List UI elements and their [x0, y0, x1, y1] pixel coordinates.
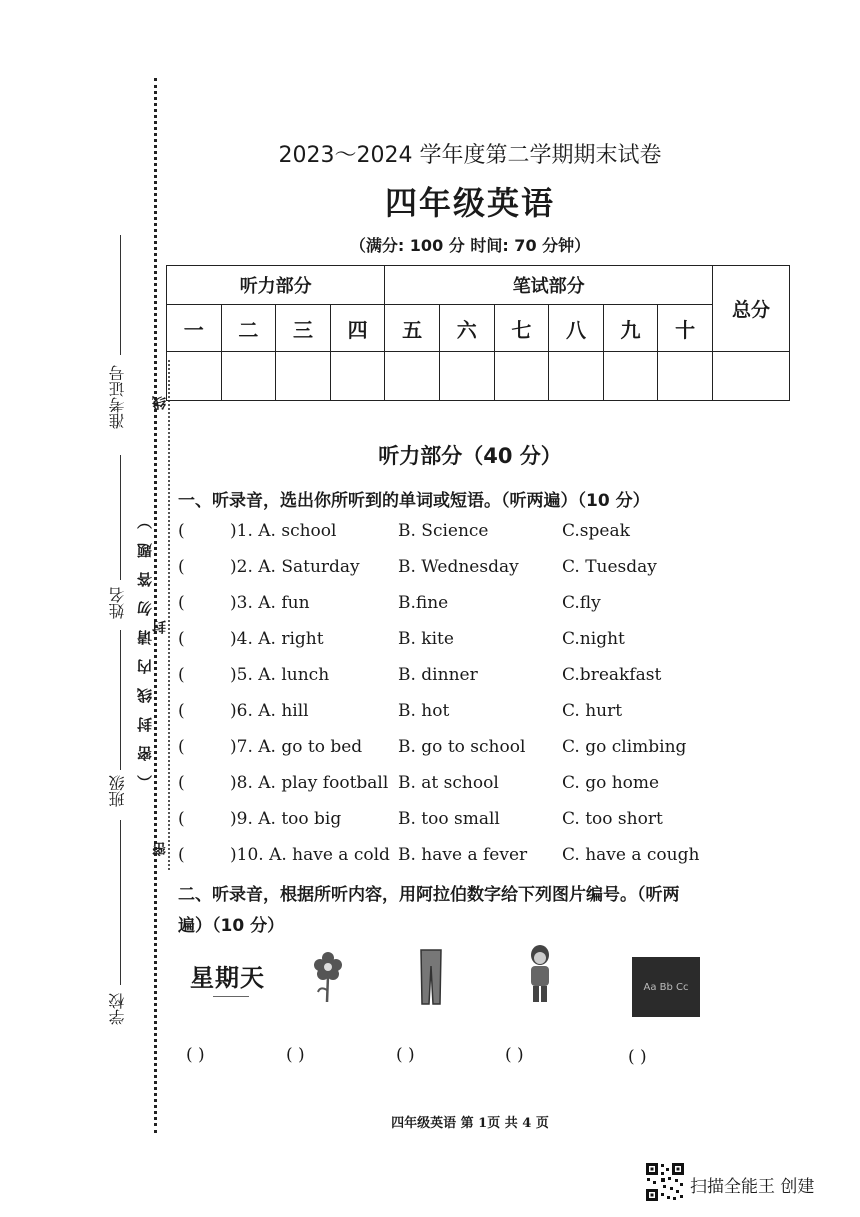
option-c: C. Tuesday [562, 557, 657, 577]
name-field-line [120, 630, 121, 770]
part1-instruction: 一、听录音，选出你所听到的单词或短语。（听两遍）（10 分） [178, 491, 650, 511]
option-c: C. hurt [562, 701, 623, 721]
seal-mark-secret: 密 [152, 842, 168, 856]
school-label: 学校 [108, 993, 127, 1025]
score-cell-2[interactable] [221, 352, 276, 401]
score-header-writing: 笔试部分 [385, 266, 713, 305]
picture-answer-4[interactable]: ( ) [505, 1045, 524, 1065]
question-row [178, 737, 798, 767]
picture-answer-3[interactable]: ( ) [396, 1045, 415, 1065]
option-c: C. too short [562, 809, 663, 829]
option-a: )10. A. have a cold [230, 845, 390, 865]
score-cell-9[interactable] [603, 352, 658, 401]
seal-mark-seal: 封 [152, 620, 168, 634]
option-b: B. too small [398, 809, 500, 829]
option-a: )1. A. school [230, 521, 337, 541]
trousers-icon [418, 948, 444, 1006]
score-col-3: 三 [276, 305, 331, 352]
score-col-10: 十 [658, 305, 713, 352]
option-a: )5. A. lunch [230, 665, 330, 685]
option-b: B. have a fever [398, 845, 528, 865]
score-cell-1[interactable] [167, 352, 222, 401]
score-cell-4[interactable] [330, 352, 385, 401]
score-cell-7[interactable] [494, 352, 549, 401]
score-col-4: 四 [330, 305, 385, 352]
option-a: )8. A. play football [230, 773, 389, 793]
exam-id-field-line [120, 455, 121, 580]
score-info: （满分: 100 分 时间: 70 分钟） [349, 236, 591, 255]
alphabet-board: Aa Bb Cc [632, 957, 700, 1017]
part2-instruction-line2: 遍）（10 分） [178, 916, 285, 936]
sick-boy-icon [527, 944, 553, 1006]
option-b: B. at school [398, 773, 499, 793]
picture-answer-5[interactable]: ( ) [628, 1047, 647, 1067]
option-c: C.speak [562, 521, 630, 541]
option-a: )6. A. hill [230, 701, 309, 721]
score-table [166, 265, 790, 401]
page-footer: 四年级英语 第 1页 共 4 页 [391, 1116, 549, 1131]
exam-title: 2023～2024 学年度第二学期期末试卷 [278, 143, 662, 168]
option-b: B. kite [398, 629, 454, 649]
question-row [178, 773, 798, 803]
score-cell-10[interactable] [658, 352, 713, 401]
option-b: B. Wednesday [398, 557, 519, 577]
score-cell-3[interactable] [276, 352, 331, 401]
qr-code-icon [645, 1162, 685, 1202]
score-col-7: 七 [494, 305, 549, 352]
question-row [178, 593, 798, 623]
answer-paren[interactable]: ( [178, 701, 185, 721]
score-cell-total[interactable] [713, 352, 790, 401]
option-b: B. go to school [398, 737, 526, 757]
question-row [178, 845, 798, 875]
score-col-5: 五 [385, 305, 440, 352]
part2-instruction-line1: 二、听录音，根据所听内容，用阿拉伯数字给下列图片编号。（听两 [178, 885, 680, 905]
option-c: C.night [562, 629, 625, 649]
score-col-8: 八 [549, 305, 604, 352]
score-cell-8[interactable] [549, 352, 604, 401]
score-col-1: 一 [167, 305, 222, 352]
class-field-line [120, 820, 121, 985]
scanner-brand: 扫描全能王 创建 [690, 1177, 815, 1197]
answer-paren[interactable]: ( [178, 737, 185, 757]
picture-answer-2[interactable]: ( ) [286, 1045, 305, 1065]
option-a: )4. A. right [230, 629, 324, 649]
binding-inner-dotted-line [168, 360, 170, 870]
option-c: C. have a cough [562, 845, 700, 865]
option-c: C. go climbing [562, 737, 687, 757]
picture-answer-1[interactable]: ( ) [186, 1045, 205, 1065]
option-b: B.fine [398, 593, 449, 613]
question-row [178, 701, 798, 731]
score-col-2: 二 [221, 305, 276, 352]
option-b: B. dinner [398, 665, 478, 685]
answer-paren[interactable]: ( [178, 629, 185, 649]
answer-paren[interactable]: ( [178, 845, 185, 865]
answer-paren[interactable]: ( [178, 773, 185, 793]
score-header-listening: 听力部分 [167, 266, 385, 305]
question-row [178, 521, 798, 551]
picture-sunday-underline [213, 996, 249, 997]
exam-id-label: 准考证号 [108, 365, 127, 429]
answer-paren[interactable]: ( [178, 521, 185, 541]
picture-sunday: 星期天 [190, 964, 265, 992]
exam-subject: 四年级英语 [384, 184, 555, 222]
answer-paren[interactable]: ( [178, 809, 185, 829]
seal-notice: （密封线内请勿答题） [136, 500, 154, 790]
score-header-total: 总分 [713, 266, 790, 352]
option-a: )3. A. fun [230, 593, 310, 613]
class-label: 班级 [108, 775, 127, 807]
score-col-9: 九 [603, 305, 658, 352]
score-cell-6[interactable] [439, 352, 494, 401]
question-row [178, 809, 798, 839]
seal-mark-line: 线 [152, 396, 168, 410]
option-a: )2. A. Saturday [230, 557, 360, 577]
option-c: C. go home [562, 773, 660, 793]
option-a: )9. A. too big [230, 809, 342, 829]
answer-paren[interactable]: ( [178, 665, 185, 685]
option-b: B. Science [398, 521, 489, 541]
option-a: )7. A. go to bed [230, 737, 363, 757]
question-row [178, 629, 798, 659]
name-label: 姓名 [108, 587, 127, 619]
question-row [178, 665, 798, 695]
score-cell-5[interactable] [385, 352, 440, 401]
answer-paren[interactable]: ( [178, 557, 185, 577]
option-b: B. hot [398, 701, 450, 721]
option-c: C.breakfast [562, 665, 662, 685]
score-col-6: 六 [439, 305, 494, 352]
question-row [178, 557, 798, 587]
flower-icon [310, 948, 346, 1004]
answer-paren[interactable]: ( [178, 593, 185, 613]
option-c: C.fly [562, 593, 601, 613]
section-title: 听力部分（40 分） [378, 444, 562, 468]
